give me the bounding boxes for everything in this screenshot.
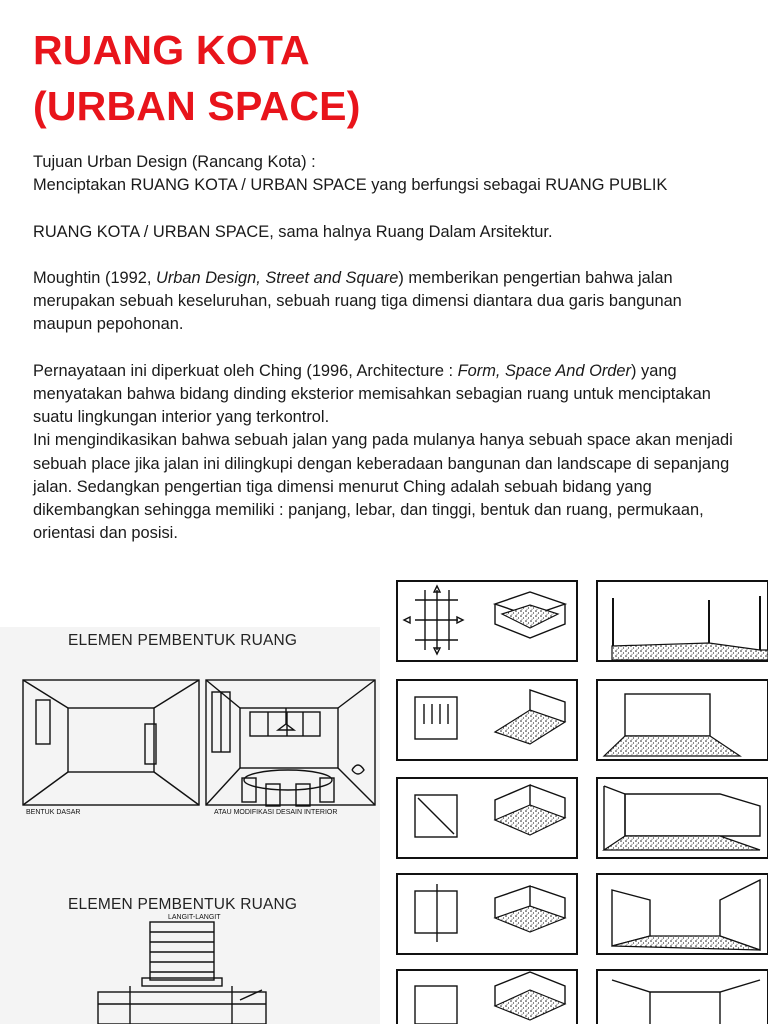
moughtin-text-before: Moughtin (1992, — [33, 268, 157, 287]
figure-heading-2: ELEMEN PEMBENTUK RUANG — [68, 896, 298, 913]
moughtin-book-title: Urban Design, Street and Square — [156, 268, 399, 287]
ching-text-before: Pernayataan ini diperkuat oleh Ching (1996, Architecture : — [33, 361, 458, 380]
intro-line-1: Tujuan Urban Design (Rancang Kota) : — [33, 153, 316, 171]
title-line-2: (URBAN SPACE) — [33, 83, 361, 129]
caption-basic-form: BENTUK DASAR — [26, 809, 81, 816]
plane-diagram-grid — [397, 581, 768, 1024]
figure-heading-1: ELEMEN PEMBENTUK RUANG — [68, 632, 298, 649]
paragraph-indikasi: Ini mengindikasikan bahwa sebuah jalan yang pada mulanya hanya sebuah space akan menjadi sebuah place jika jalan ini dilingkupi dengan keberadaan bangunan dan landscape di sepanjang jalan. Sedangkan pengertian tiga dimensi menurut Ching adalah sebuah bidang yang dikembangkan sehingga memiliki : panjang, lebar, dan tinggi, bentuk dan ruang, permukaan, orientasi dan posisi. — [33, 431, 733, 543]
sketch-building-section — [98, 922, 266, 1024]
caption-modified-interior: ATAU MODIFIKASI DESAIN INTERIOR — [214, 809, 338, 816]
moughtin-text-after: ) memberikan pengertian bahwa jalan merupakan sebuah keseluruhan, sebuah ruang tiga dimensi diantara dua garis bangunan maupun pepohonan. — [33, 268, 682, 334]
ching-book-title: Form, Space And Order — [457, 361, 631, 380]
paragraph-urban-space: RUANG KOTA / URBAN SPACE, sama halnya Ruang Dalam Arsitektur. — [33, 222, 553, 241]
sketch-basic-room — [23, 680, 199, 805]
caption-sky-ceiling: LANGIT-LANGIT — [168, 914, 221, 921]
sketch-modified-interior — [206, 680, 375, 806]
title-line-1: RUANG KOTA — [33, 27, 310, 73]
ching-text-after: ) yang menyatakan bahwa bidang dinding eksterior memisahkan sebagian ruang untuk menciptakan suatu lingkungan interior yang terkontrol. — [33, 361, 711, 427]
intro-line-2: Menciptakan RUANG KOTA / URBAN SPACE yang berfungsi sebagai RUANG PUBLIK — [33, 176, 668, 195]
